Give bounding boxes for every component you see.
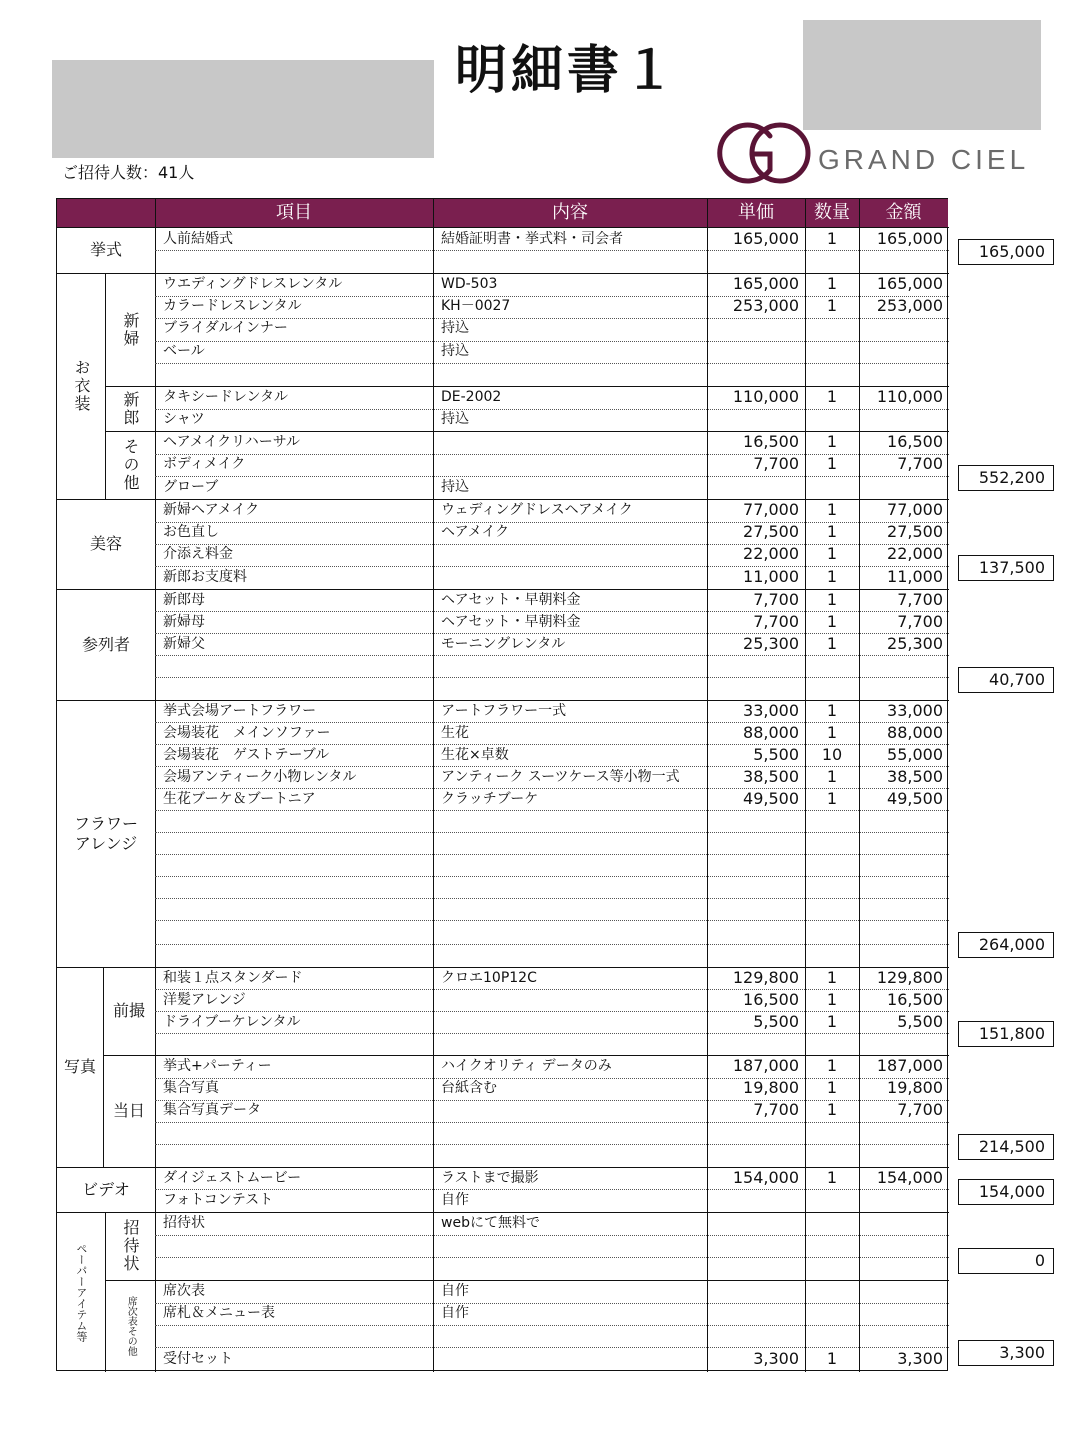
row-amount: 5,500 bbox=[897, 1012, 943, 1031]
row-desc: クロエ10P12C bbox=[441, 970, 537, 986]
row-line bbox=[155, 944, 949, 945]
row-amount: 7,700 bbox=[897, 612, 943, 631]
row-amount: 88,000 bbox=[887, 723, 943, 742]
row-qty: 1 bbox=[826, 723, 838, 742]
row-qty: 1 bbox=[826, 990, 838, 1009]
grid-line bbox=[105, 1280, 949, 1281]
row-amount: 49,500 bbox=[887, 789, 943, 808]
grid-line bbox=[57, 1212, 949, 1213]
row-item: 招待状 bbox=[163, 1215, 205, 1231]
subtotal-oishou: 552,200 bbox=[958, 465, 1054, 491]
row-amount: 27,500 bbox=[887, 522, 943, 541]
row-item: グローブ bbox=[163, 479, 219, 495]
subtotal-toujitsu: 214,500 bbox=[958, 1134, 1054, 1160]
row-desc: 持込 bbox=[441, 411, 469, 427]
row-line bbox=[155, 1325, 949, 1326]
row-amount: 253,000 bbox=[876, 296, 943, 315]
row-line bbox=[155, 655, 949, 656]
row-price: 5,500 bbox=[753, 745, 799, 764]
row-desc: ヘアメイク bbox=[441, 524, 510, 540]
row-item: 和装１点スタンダード bbox=[163, 970, 303, 986]
row-price: 129,800 bbox=[732, 968, 799, 987]
header-blank bbox=[57, 199, 155, 227]
row-desc: ハイクオリティ データのみ bbox=[441, 1058, 612, 1074]
guest-count: ご招待人数：41人 bbox=[62, 163, 195, 182]
row-qty: 1 bbox=[826, 296, 838, 315]
category-maedori: 前撮 bbox=[112, 1001, 145, 1020]
row-item: 新郎母 bbox=[163, 592, 205, 608]
row-amount: 19,800 bbox=[887, 1078, 943, 1097]
row-price: 88,000 bbox=[743, 723, 799, 742]
row-item: 挙式+パーティー bbox=[163, 1058, 272, 1074]
row-item: ベール bbox=[163, 343, 205, 359]
row-item: 新婦母 bbox=[163, 614, 205, 630]
row-line bbox=[155, 476, 949, 477]
row-line bbox=[155, 409, 949, 410]
row-item: 人前結婚式 bbox=[163, 231, 233, 247]
row-item: 会場アンティーク小物レンタル bbox=[163, 769, 357, 785]
row-item: 会場装花 メインソファー bbox=[163, 725, 331, 741]
row-price: 253,000 bbox=[732, 296, 799, 315]
row-line bbox=[155, 250, 949, 251]
redacted-block-right bbox=[803, 20, 1041, 130]
category-oishou: お衣装 bbox=[72, 359, 91, 413]
row-line bbox=[155, 920, 949, 921]
category-shashin: 写真 bbox=[63, 1057, 96, 1076]
row-item: 席札＆メニュー表 bbox=[163, 1305, 275, 1321]
row-price: 5,500 bbox=[753, 1012, 799, 1031]
row-line bbox=[155, 876, 949, 877]
row-line bbox=[155, 1033, 949, 1034]
row-qty: 1 bbox=[826, 567, 838, 586]
row-desc: KH－0027 bbox=[441, 298, 511, 314]
row-price: 165,000 bbox=[732, 274, 799, 293]
grid-line bbox=[57, 499, 949, 500]
row-line bbox=[155, 898, 949, 899]
col-header-price: 単価 bbox=[707, 199, 805, 227]
row-amount: 11,000 bbox=[887, 567, 943, 586]
row-item: 会場装花 ゲストテーブル bbox=[163, 747, 330, 763]
row-desc: クラッチブーケ bbox=[441, 791, 539, 807]
row-item: 新郎お支度料 bbox=[163, 569, 247, 585]
row-line bbox=[155, 677, 949, 678]
subtotal-flower: 264,000 bbox=[958, 932, 1054, 958]
subtotal-sekiji: 3,300 bbox=[958, 1340, 1054, 1366]
row-qty: 1 bbox=[826, 1100, 838, 1119]
row-qty: 1 bbox=[826, 1056, 838, 1075]
row-price: 154,000 bbox=[732, 1168, 799, 1187]
col-header-amount: 金額 bbox=[859, 199, 948, 227]
category-kyoshiki: 挙式 bbox=[89, 240, 122, 259]
row-line bbox=[155, 1347, 949, 1348]
col-header-desc: 内容 bbox=[433, 199, 707, 227]
row-item: ボディメイク bbox=[163, 456, 246, 472]
row-item: ヘアメイクリハーサル bbox=[163, 434, 301, 450]
row-price: 19,800 bbox=[743, 1078, 799, 1097]
grid-line bbox=[57, 1167, 949, 1168]
row-item: 新婦父 bbox=[163, 636, 205, 652]
row-qty: 1 bbox=[826, 968, 838, 987]
row-desc: アートフラワー一式 bbox=[441, 703, 567, 719]
row-qty: 1 bbox=[826, 1349, 838, 1368]
col-header-item: 項目 bbox=[155, 199, 433, 227]
row-line bbox=[155, 1144, 949, 1145]
row-desc: 持込 bbox=[441, 479, 469, 495]
row-price: 77,000 bbox=[743, 500, 799, 519]
row-qty: 1 bbox=[826, 500, 838, 519]
row-item: タキシードレンタル bbox=[163, 389, 288, 405]
row-amount: 55,000 bbox=[887, 745, 943, 764]
category-toujitsu: 当日 bbox=[112, 1101, 145, 1120]
grid-line bbox=[103, 1055, 949, 1056]
row-desc: 台紙含む bbox=[441, 1080, 497, 1096]
row-qty: 1 bbox=[826, 229, 838, 248]
row-item: お色直し bbox=[163, 524, 219, 540]
row-amount: 16,500 bbox=[887, 432, 943, 451]
row-line bbox=[155, 854, 949, 855]
row-item: ブライダルインナー bbox=[163, 320, 288, 336]
row-qty: 1 bbox=[826, 767, 838, 786]
row-line bbox=[155, 341, 949, 342]
grand-ciel-logo-icon bbox=[712, 118, 812, 188]
row-desc: モーニングレンタル bbox=[441, 636, 566, 652]
row-price: 22,000 bbox=[743, 544, 799, 563]
row-item: フォトコンテスト bbox=[163, 1192, 274, 1208]
row-amount: 16,500 bbox=[887, 990, 943, 1009]
row-price: 27,500 bbox=[743, 522, 799, 541]
grid-line bbox=[433, 199, 434, 1372]
row-item: ドライブーケレンタル bbox=[163, 1014, 301, 1030]
category-shinrou: 新郎 bbox=[121, 390, 140, 427]
row-desc: 自作 bbox=[441, 1283, 469, 1299]
row-line bbox=[155, 1122, 949, 1123]
row-qty: 1 bbox=[826, 1168, 838, 1187]
row-amount: 154,000 bbox=[876, 1168, 943, 1187]
row-desc: WD-503 bbox=[441, 276, 498, 292]
grid-line bbox=[57, 700, 949, 701]
row-amount: 7,700 bbox=[897, 454, 943, 473]
category-sanretsu: 参列者 bbox=[81, 634, 130, 654]
row-desc: 結婚証明書・挙式料・司会者 bbox=[441, 231, 623, 247]
row-item: カラードレスレンタル bbox=[163, 298, 302, 314]
row-price: 11,000 bbox=[743, 567, 799, 586]
category-video: ビデオ bbox=[82, 1179, 130, 1199]
row-qty: 1 bbox=[826, 522, 838, 541]
grid-line bbox=[155, 199, 156, 1372]
row-price: 16,500 bbox=[743, 990, 799, 1009]
subtotal-shoutaijou: 0 bbox=[958, 1248, 1054, 1274]
row-line bbox=[155, 1189, 949, 1190]
row-desc: 持込 bbox=[441, 320, 469, 336]
row-price: 187,000 bbox=[732, 1056, 799, 1075]
row-price: 16,500 bbox=[743, 432, 799, 451]
row-desc: ヘアセット・早朝料金 bbox=[441, 592, 581, 608]
col-header-qty: 数量 bbox=[805, 199, 859, 227]
row-qty: 1 bbox=[826, 789, 838, 808]
row-price: 49,500 bbox=[743, 789, 799, 808]
row-amount: 33,000 bbox=[887, 701, 943, 720]
subtotal-sanretsu: 40,700 bbox=[958, 667, 1054, 693]
row-desc: webにて無料で bbox=[441, 1215, 540, 1231]
row-qty: 1 bbox=[826, 274, 838, 293]
row-item: 洋髪アレンジ bbox=[163, 992, 246, 1008]
row-desc: DE-2002 bbox=[441, 389, 502, 405]
row-item: 席次表 bbox=[163, 1283, 205, 1299]
redacted-block-left bbox=[52, 60, 434, 158]
logo-text: GRAND CIEL bbox=[818, 144, 1030, 175]
row-item: ダイジェストムービー bbox=[163, 1170, 302, 1186]
row-qty: 1 bbox=[826, 387, 838, 406]
row-amount: 22,000 bbox=[887, 544, 943, 563]
row-qty: 1 bbox=[826, 432, 838, 451]
row-qty: 1 bbox=[826, 701, 838, 720]
row-price: 7,700 bbox=[753, 1100, 799, 1119]
category-sekiji: 席次表その他 bbox=[125, 1296, 137, 1356]
row-amount: 187,000 bbox=[876, 1056, 943, 1075]
grid-line bbox=[105, 431, 949, 432]
row-item: 生花ブーケ＆ブートニア bbox=[163, 791, 316, 807]
row-qty: 1 bbox=[826, 1078, 838, 1097]
grid-line bbox=[57, 967, 949, 968]
row-item: 介添え料金 bbox=[163, 546, 233, 562]
subtotal-video: 154,000 bbox=[958, 1179, 1054, 1205]
row-desc: 生花 bbox=[441, 725, 469, 741]
row-qty: 1 bbox=[826, 612, 838, 631]
row-item: 集合写真データ bbox=[163, 1102, 261, 1118]
row-line bbox=[155, 810, 949, 811]
row-item: 受付セット bbox=[163, 1351, 233, 1367]
row-item: 新婦ヘアメイク bbox=[163, 502, 260, 518]
row-desc: アンティーク スーツケース等小物一式 bbox=[441, 769, 680, 785]
row-price: 3,300 bbox=[753, 1349, 799, 1368]
category-flower: フラワー アレンジ bbox=[73, 813, 138, 853]
row-item: 挙式会場アートフラワー bbox=[163, 703, 317, 719]
row-item: ウエディングドレスレンタル bbox=[163, 276, 343, 292]
row-amount: 110,000 bbox=[876, 387, 943, 406]
row-amount: 7,700 bbox=[897, 1100, 943, 1119]
row-desc: 生花×卓数 bbox=[441, 747, 509, 763]
row-desc: ラストまで撮影 bbox=[441, 1170, 539, 1186]
row-price: 7,700 bbox=[753, 590, 799, 609]
row-price: 165,000 bbox=[732, 229, 799, 248]
row-qty: 10 bbox=[821, 745, 843, 764]
row-amount: 7,700 bbox=[897, 590, 943, 609]
row-price: 110,000 bbox=[732, 387, 799, 406]
row-price: 7,700 bbox=[753, 454, 799, 473]
row-desc: ウェディングドレスヘアメイク bbox=[441, 502, 633, 518]
row-line bbox=[155, 363, 949, 364]
row-desc: 持込 bbox=[441, 343, 469, 359]
row-amount: 3,300 bbox=[897, 1349, 943, 1368]
row-price: 7,700 bbox=[753, 612, 799, 631]
row-line bbox=[155, 832, 949, 833]
category-sonota: その他 bbox=[121, 438, 140, 492]
row-amount: 129,800 bbox=[876, 968, 943, 987]
page-title: 明細書１ bbox=[455, 40, 680, 101]
row-item: シャツ bbox=[163, 411, 205, 427]
subtotal-biyou: 137,500 bbox=[958, 555, 1054, 581]
row-amount: 165,000 bbox=[876, 229, 943, 248]
subtotal-kyoshiki: 165,000 bbox=[958, 239, 1054, 265]
grid-line bbox=[105, 386, 949, 387]
row-amount: 25,300 bbox=[887, 634, 943, 653]
row-qty: 1 bbox=[826, 454, 838, 473]
row-qty: 1 bbox=[826, 590, 838, 609]
category-shinpu: 新婦 bbox=[121, 311, 140, 348]
row-qty: 1 bbox=[826, 544, 838, 563]
grid-line bbox=[57, 589, 949, 590]
row-qty: 1 bbox=[826, 634, 838, 653]
grid-line bbox=[57, 227, 949, 228]
row-desc: 自作 bbox=[441, 1305, 469, 1321]
row-line bbox=[155, 1257, 949, 1258]
row-line bbox=[155, 1235, 949, 1236]
subtotal-maedori: 151,800 bbox=[958, 1021, 1054, 1047]
row-amount: 165,000 bbox=[876, 274, 943, 293]
row-item: 集合写真 bbox=[163, 1080, 219, 1096]
category-shoutaijou: 招待状 bbox=[121, 1219, 140, 1273]
row-price: 25,300 bbox=[743, 634, 799, 653]
row-desc: ヘアセット・早朝料金 bbox=[441, 614, 581, 630]
row-price: 33,000 bbox=[743, 701, 799, 720]
row-desc: 自作 bbox=[441, 1192, 469, 1208]
category-biyou: 美容 bbox=[89, 534, 122, 553]
statement-table bbox=[56, 198, 948, 1371]
grid-line bbox=[57, 273, 949, 274]
row-qty: 1 bbox=[826, 1012, 838, 1031]
row-price: 38,500 bbox=[743, 767, 799, 786]
row-amount: 38,500 bbox=[887, 767, 943, 786]
row-amount: 77,000 bbox=[887, 500, 943, 519]
category-paper: ペーパーアイテム等 bbox=[74, 1242, 88, 1342]
